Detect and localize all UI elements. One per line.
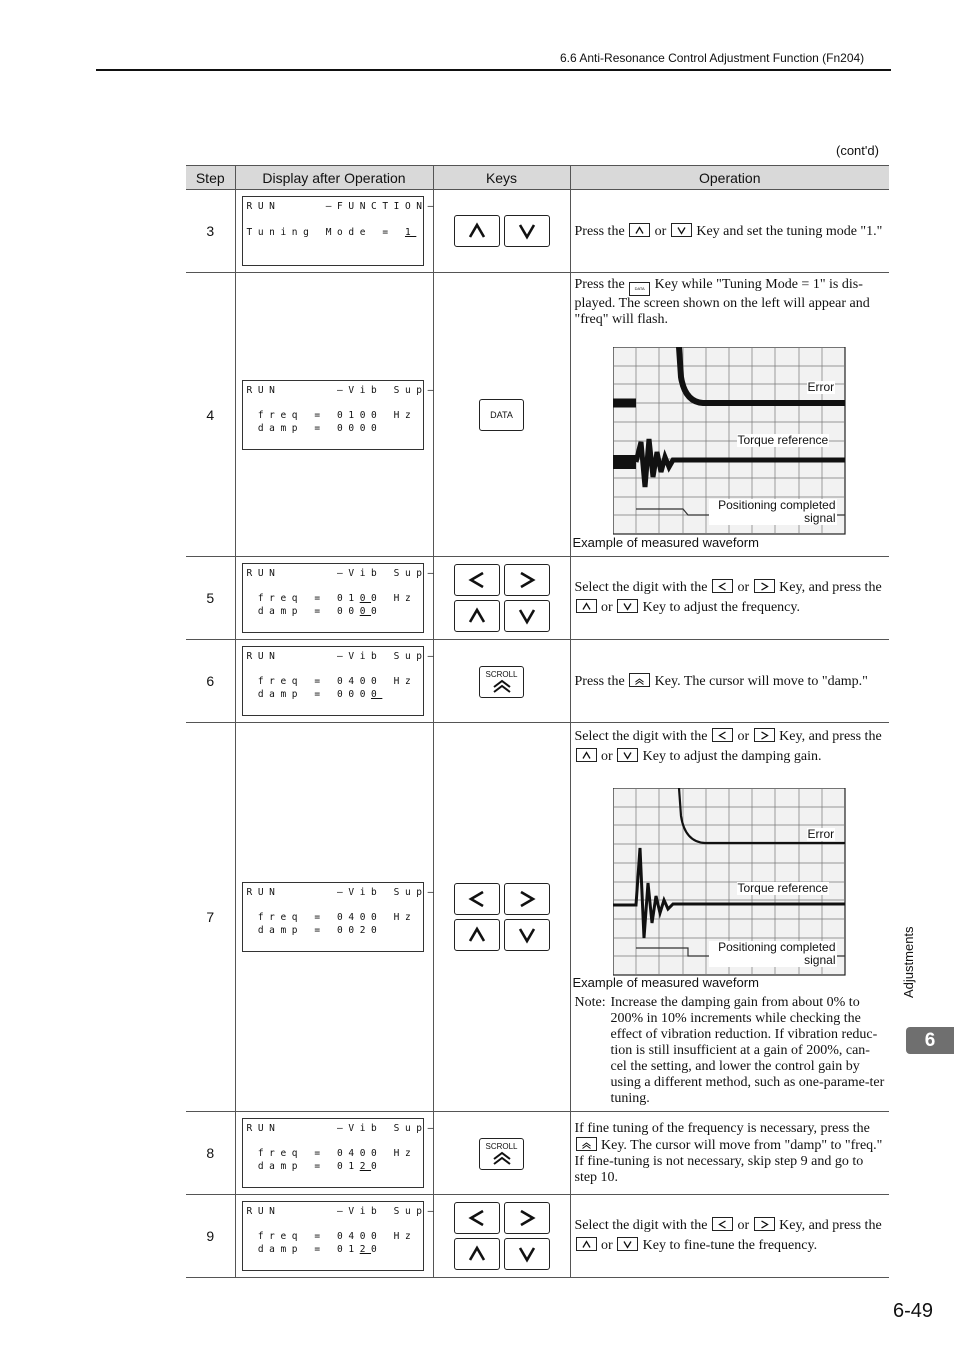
- lcd-line-2: freq = 0100 Hz: [246, 409, 417, 421]
- arrow-up-icon: [466, 924, 488, 946]
- display-cell: [235, 273, 439, 557]
- right-key-icon: [754, 728, 775, 742]
- right-key[interactable]: [504, 883, 550, 915]
- waveform-caption: Example of measured waveform: [572, 535, 759, 550]
- page-number: 6-49: [893, 1300, 934, 1322]
- up-key-icon: [576, 1237, 597, 1251]
- arrow-down-icon: [516, 924, 538, 946]
- table-row: [186, 190, 889, 273]
- arrow-right-icon: [516, 1207, 538, 1229]
- chapter-tab: 6: [906, 1027, 954, 1054]
- step-number: 5: [186, 557, 235, 640]
- arrow-right-icon: [516, 888, 538, 910]
- lcd-line-1: RUN —Vib Sup—: [246, 1123, 439, 1134]
- scroll-key-icon: [629, 673, 650, 687]
- right-key-icon: [754, 579, 775, 593]
- left-key-icon: [712, 579, 733, 593]
- keys-cell: [433, 723, 570, 1112]
- right-key[interactable]: [504, 1202, 550, 1234]
- lcd-display: [242, 1118, 439, 1188]
- scroll-icon: [491, 679, 513, 693]
- right-key[interactable]: [504, 564, 550, 596]
- table-row: [186, 723, 889, 1112]
- display-cell: [235, 723, 439, 1112]
- lcd-line-1: RUN —Vib Sup—: [246, 1206, 439, 1217]
- arrow-up-icon: [466, 1243, 488, 1265]
- down-key[interactable]: [504, 1238, 550, 1270]
- up-key[interactable]: [454, 600, 500, 632]
- waveform-label-positioning: Positioning completed signal: [709, 499, 837, 525]
- arrow-down-icon: [516, 605, 538, 627]
- display-cell: [235, 1112, 439, 1195]
- step-number: 9: [186, 1195, 235, 1278]
- lcd-line-1: RUN —FUNCTION—: [246, 201, 439, 212]
- lcd-display: [242, 646, 439, 716]
- lcd-line-2: freq = 0400 Hz: [246, 912, 417, 923]
- lcd-line-3: damp = 0120: [246, 1244, 383, 1255]
- step-number: 7: [186, 723, 235, 1112]
- step-number: 6: [186, 640, 235, 723]
- operation-cell: Press the or Key and set the tuning mode "1.": [570, 190, 889, 273]
- continued-label: (cont'd): [836, 143, 879, 158]
- keys-cell: [433, 1112, 570, 1195]
- down-key[interactable]: [504, 600, 550, 632]
- lcd-line-2: freq = 0400 Hz: [246, 1148, 417, 1159]
- arrow-up-icon: [466, 605, 488, 627]
- col-header-operation: Operation: [570, 166, 889, 190]
- lcd-line-1: RUN —Vib Sup—: [246, 568, 439, 579]
- keys-cell: [433, 557, 570, 640]
- down-key-icon: [617, 748, 638, 762]
- lcd-line-3: damp = 0000: [246, 689, 383, 700]
- col-header-display: Display after Operation: [235, 166, 433, 190]
- left-key[interactable]: [454, 883, 500, 915]
- arrow-left-icon: [466, 888, 488, 910]
- waveform-label-torque: Torque reference: [737, 433, 829, 447]
- procedure-table: [186, 165, 889, 1278]
- up-key-icon: [629, 223, 650, 237]
- display-cell: [235, 190, 439, 273]
- table-row: [186, 640, 889, 723]
- keys-cell: [433, 190, 570, 273]
- lcd-line-3: damp = 0000: [246, 606, 383, 617]
- lcd-display: [242, 196, 439, 266]
- lcd-display: [242, 1201, 439, 1271]
- data-key-icon: DATA: [629, 282, 650, 296]
- display-cell: [235, 557, 439, 640]
- waveform-label-error: Error: [807, 380, 835, 394]
- note-label: Note:: [574, 995, 606, 1010]
- arrow-down-icon: [516, 1243, 538, 1265]
- arrow-left-icon: [466, 569, 488, 591]
- arrow-up-icon: [466, 220, 488, 242]
- operation-cell: Press the Key. The cursor will move to "damp.": [570, 640, 889, 723]
- lcd-line-2: freq = 0400 Hz: [246, 1231, 417, 1242]
- lcd-line-1: RUN —Vib Sup—: [246, 887, 439, 898]
- table-header-row: [186, 166, 889, 190]
- keys-cell: [433, 1195, 570, 1278]
- step-number: 4: [186, 273, 235, 557]
- up-key[interactable]: [454, 215, 500, 247]
- scroll-key[interactable]: SCROLL: [479, 1138, 524, 1170]
- operation-cell: Select the digit with the or Key, and press the or Key to adjust the frequency.: [570, 557, 889, 640]
- scroll-icon: [491, 1151, 513, 1165]
- up-key-icon: [576, 599, 597, 613]
- down-key[interactable]: [504, 215, 550, 247]
- lcd-line-2: freq = 0100 Hz: [246, 593, 417, 604]
- arrow-down-icon: [516, 220, 538, 242]
- waveform-figure: [572, 347, 871, 550]
- table-row: [186, 557, 889, 640]
- lcd-line-3: damp = 0020: [246, 925, 383, 936]
- down-key-icon: [617, 599, 638, 613]
- note-text: Increase the damping gain from about 0% to 200% in 10% increments while checking the effect of vibration reduction. If vibration reduc-tion is still insufficient at a gain of 200%, can-cel the setting, and lower the control gain by using a different method, such as one-parame-ter tuning.: [610, 995, 885, 1106]
- display-cell: [235, 1195, 439, 1278]
- data-key[interactable]: DATA: [479, 399, 524, 431]
- table-row: [186, 1112, 889, 1195]
- lcd-line-1: RUN —Vib Sup—: [246, 384, 439, 396]
- lcd-display: [242, 563, 439, 633]
- left-key-icon: [712, 728, 733, 742]
- step-number: 8: [186, 1112, 235, 1195]
- arrow-left-icon: [466, 1207, 488, 1229]
- up-key[interactable]: [454, 919, 500, 951]
- down-key[interactable]: [504, 919, 550, 951]
- down-key-icon: [617, 1237, 638, 1251]
- arrow-right-icon: [516, 569, 538, 591]
- down-key-icon: [671, 223, 692, 237]
- header-rule: [96, 69, 891, 71]
- lcd-display: [242, 380, 439, 450]
- operation-cell: Select the digit with the or Key, and press the or Key to fine-tune the frequency.: [570, 1195, 889, 1278]
- lcd-line-3: damp = 0000: [246, 422, 383, 434]
- left-key[interactable]: [454, 1202, 500, 1234]
- note: [575, 995, 886, 1107]
- operation-cell: If fine tuning of the frequency is necessary, press the Key. The cursor will move from "damp" to "freq." If fine-tuning is not necessary, skip step 9 and go to step 10.: [570, 1112, 889, 1195]
- lcd-line-2: Tuning Mode = 1: [246, 227, 417, 238]
- lcd-line-3: damp = 0120: [246, 1161, 383, 1172]
- scroll-key-icon: [576, 1137, 597, 1151]
- table-row: [186, 1195, 889, 1278]
- running-header: 6.6 Anti-Resonance Control Adjustment Function (Fn204): [560, 51, 865, 65]
- lcd-line-1: RUN —Vib Sup—: [246, 651, 439, 662]
- operation-cell: Press the DATA Key while "Tuning Mode = 1" is dis-played. The screen shown on the left will appear and "freq" will flash. Error Torque reference Positioning completed signal Example of measured waveform: [570, 273, 889, 557]
- up-key-icon: [576, 748, 597, 762]
- operation-cell: Select the digit with the or Key, and press the or Key to adjust the damping gain. Error Torque reference Positioning completed signal Example of measured waveform Note: Increase the damping gain from about 0% to 200% in 10% increments while checking the effect of vibration reduction. If vibration reduc-tion is still insufficient at a gain of 200%, can-cel the setting, and lower the control gain by using a different method, such as one-parame-ter tuning.: [570, 723, 889, 1112]
- lcd-display: [242, 882, 439, 952]
- table-row: [186, 273, 889, 557]
- waveform-label-torque: Torque reference: [737, 881, 829, 895]
- chapter-side-label: Adjustments: [901, 926, 916, 998]
- col-header-keys: Keys: [433, 166, 570, 190]
- up-key[interactable]: [454, 1238, 500, 1270]
- step-number: 3: [186, 190, 235, 273]
- waveform-label-error: Error: [807, 827, 835, 841]
- col-header-step: Step: [186, 166, 235, 190]
- lcd-line-2: freq = 0400 Hz: [246, 676, 417, 687]
- waveform-caption: Example of measured waveform: [572, 975, 759, 990]
- keys-cell: [433, 273, 570, 557]
- waveform-label-positioning: Positioning completed signal: [709, 941, 837, 967]
- scroll-key[interactable]: SCROLL: [479, 666, 524, 698]
- right-key-icon: [754, 1217, 775, 1231]
- left-key-icon: [712, 1217, 733, 1231]
- left-key[interactable]: [454, 564, 500, 596]
- keys-cell: [433, 640, 570, 723]
- display-cell: [235, 640, 439, 723]
